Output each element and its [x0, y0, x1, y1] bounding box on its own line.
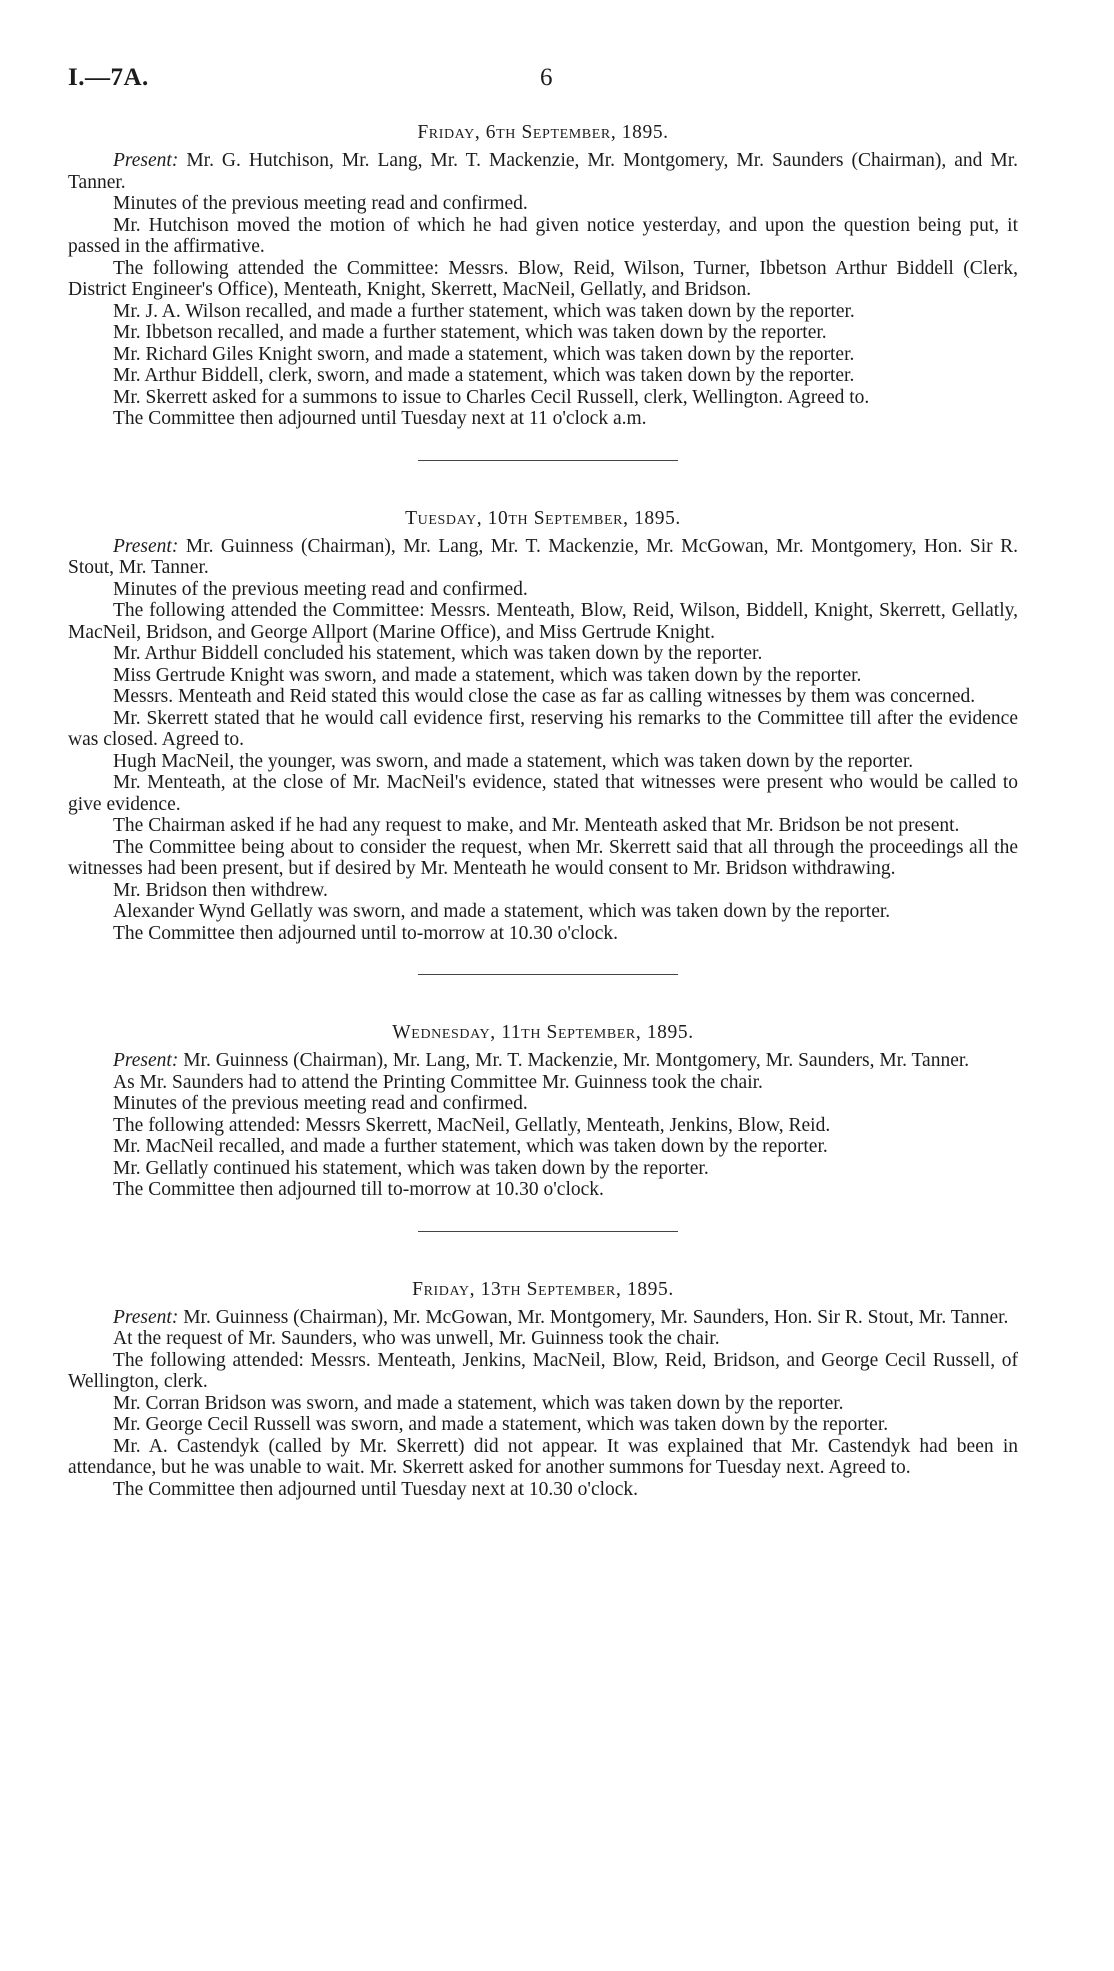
minute-paragraph: The Committee then adjourned until Tuesday next at 11 o'clock a.m. — [113, 408, 647, 429]
present-members: Mr. G. Hutchison, Mr. Lang, Mr. T. Mackenzie, Mr. Montgomery, Mr. Saunders (Chairman), and Mr. Tanner. — [68, 150, 1018, 193]
minute-paragraph: Mr. Ibbetson recalled, and made a further statement, which was taken down by the reporter. — [113, 322, 827, 343]
minute-paragraph: Mr. Gellatly continued his statement, which was taken down by the reporter. — [113, 1157, 709, 1179]
present-paragraph — [68, 1050, 1018, 1072]
meeting-date-heading: Friday, 6th September, 1895. — [417, 122, 669, 143]
minute-paragraph: The following attended: Messrs. Menteath, Jenkins, MacNeil, Blow, Reid, Bridson, and George Cecil Russell, of Wellington, clerk. — [68, 1349, 1018, 1392]
minute-paragraph: Alexander Wynd Gellatly was sworn, and made a statement, which was taken down by the reporter. — [113, 901, 891, 922]
paper-reference: I.—7A. — [68, 64, 149, 91]
minute-paragraph: Messrs. Menteath and Reid stated this would close the case as far as calling witnesses by them was concerned. — [113, 686, 976, 707]
meeting-date-heading: Friday, 13th September, 1895. — [412, 1278, 674, 1300]
minute-paragraph: Mr. Richard Giles Knight sworn, and made a statement, which was taken down by the reporter. — [113, 343, 855, 365]
meeting-section — [68, 120, 1018, 430]
section-divider — [68, 430, 1018, 506]
minute-paragraph: Mr. J. A. Wilson recalled, and made a further statement, which was taken down by the reporter. — [113, 300, 855, 322]
minute-paragraph: Minutes of the previous meeting read and confirmed. — [113, 193, 528, 214]
minute-paragraph: Mr. Menteath, at the close of Mr. MacNeil's evidence, stated that witnesses were present who would be called to give evidence. — [68, 772, 1018, 815]
minute-paragraph: Mr. Skerrett stated that he would call evidence first, reserving his remarks to the Committee till after the evidence was closed. Agreed to. — [68, 707, 1018, 750]
minute-paragraph: The following attended the Committee: Messrs. Menteath, Blow, Reid, Wilson, Biddell, Knight, Skerrett, Gellatly, MacNeil, Bridson, and George Allport (Marine Office), and Miss Gertrude Knight. — [68, 600, 1018, 643]
minute-paragraph: Mr. MacNeil recalled, and made a further statement, which was taken down by the reporter. — [113, 1136, 828, 1157]
present-paragraph — [68, 1307, 1018, 1329]
minute-paragraph: Miss Gertrude Knight was sworn, and made a statement, which was taken down by the reporter. — [113, 664, 862, 686]
present-label: Present: — [113, 150, 179, 171]
minute-paragraph: The Committee then adjourned until to-morrow at 10.30 o'clock. — [113, 922, 618, 944]
page-header — [68, 64, 1018, 94]
meeting-section — [68, 506, 1018, 945]
minute-paragraph: Mr. Arthur Biddell concluded his statement, which was taken down by the reporter. — [113, 643, 763, 664]
minute-paragraph: Mr. A. Castendyk (called by Mr. Skerrett) did not appear. It was explained that Mr. Castendyk had been in attendance, but he was unable to wait. Mr. Skerrett asked for another summons for Tuesday next. Agreed to. — [68, 1435, 1018, 1478]
minutes-body — [68, 120, 1018, 1500]
minute-paragraph: The following attended the Committee: Messrs. Blow, Reid, Wilson, Turner, Ibbetson Arthur Biddell (Clerk, District Engineer's Office), Menteath, Knight, Skerrett, MacNeil, Gellatly, and Bridson. — [68, 257, 1018, 300]
minute-paragraph: Minutes of the previous meeting read and confirmed. — [113, 578, 528, 600]
minute-paragraph: Minutes of the previous meeting read and confirmed. — [113, 1093, 528, 1114]
present-label: Present: — [113, 535, 179, 557]
present-members: Mr. Guinness (Chairman), Mr. Lang, Mr. T. Mackenzie, Mr. Montgomery, Mr. Saunders, Mr. Tanner. — [178, 1050, 970, 1071]
minute-paragraph: The Chairman asked if he had any request to make, and Mr. Menteath asked that Mr. Bridson be not present. — [113, 815, 960, 836]
minute-paragraph: Hugh MacNeil, the younger, was sworn, and made a statement, which was taken down by the reporter. — [113, 750, 914, 772]
minute-paragraph: Mr. Hutchison moved the motion of which he had given notice yesterday, and upon the question being put, it passed in the affirmative. — [68, 214, 1018, 257]
present-members: Mr. Guinness (Chairman), Mr. McGowan, Mr. Montgomery, Mr. Saunders, Hon. Sir R. Stout, Mr. Tanner. — [178, 1306, 1009, 1328]
minute-paragraph: Mr. George Cecil Russell was sworn, and made a statement, which was taken down by the reporter. — [113, 1414, 889, 1435]
minute-paragraph: Mr. Skerrett asked for a summons to issue to Charles Cecil Russell, clerk, Wellington. Agreed to. — [113, 386, 870, 408]
minute-paragraph: As Mr. Saunders had to attend the Printing Committee Mr. Guinness took the chair. — [113, 1071, 763, 1093]
section-divider — [68, 1201, 1018, 1277]
minute-paragraph: At the request of Mr. Saunders, who was unwell, Mr. Guinness took the chair. — [113, 1328, 720, 1349]
minute-paragraph: The Committee then adjourned till to-morrow at 10.30 o'clock. — [113, 1179, 604, 1200]
minute-paragraph: The following attended: Messrs Skerrett, MacNeil, Gellatly, Menteath, Jenkins, Blow, Reid. — [113, 1114, 831, 1136]
page-number: 6 — [540, 64, 553, 91]
minute-paragraph: Mr. Bridson then withdrew. — [113, 879, 328, 901]
meeting-section — [68, 1277, 1018, 1501]
minute-paragraph: The Committee then adjourned until Tuesday next at 10.30 o'clock. — [113, 1478, 639, 1500]
present-paragraph — [68, 150, 1018, 193]
minute-paragraph: Mr. Corran Bridson was sworn, and made a statement, which was taken down by the reporter. — [113, 1392, 844, 1414]
meeting-date-heading: Wednesday, 11th September, 1895. — [392, 1022, 694, 1043]
minute-paragraph: The Committee being about to consider the request, when Mr. Skerrett said that all through the proceedings all the witnesses had been present, but if desired by Mr. Menteath he would consent to Mr. Bridson withdrawing. — [68, 836, 1018, 879]
section-divider — [68, 944, 1018, 1020]
meeting-section — [68, 1020, 1018, 1201]
present-paragraph — [68, 536, 1018, 579]
present-members: Mr. Guinness (Chairman), Mr. Lang, Mr. T. Mackenzie, Mr. McGowan, Mr. Montgomery, Hon. Sir R. Stout, Mr. Tanner. — [68, 535, 1018, 578]
present-label: Present: — [113, 1306, 179, 1328]
present-label: Present: — [113, 1050, 179, 1071]
meeting-date-heading: Tuesday, 10th September, 1895. — [405, 507, 681, 529]
minute-paragraph: Mr. Arthur Biddell, clerk, sworn, and made a statement, which was taken down by the reporter. — [113, 365, 855, 386]
